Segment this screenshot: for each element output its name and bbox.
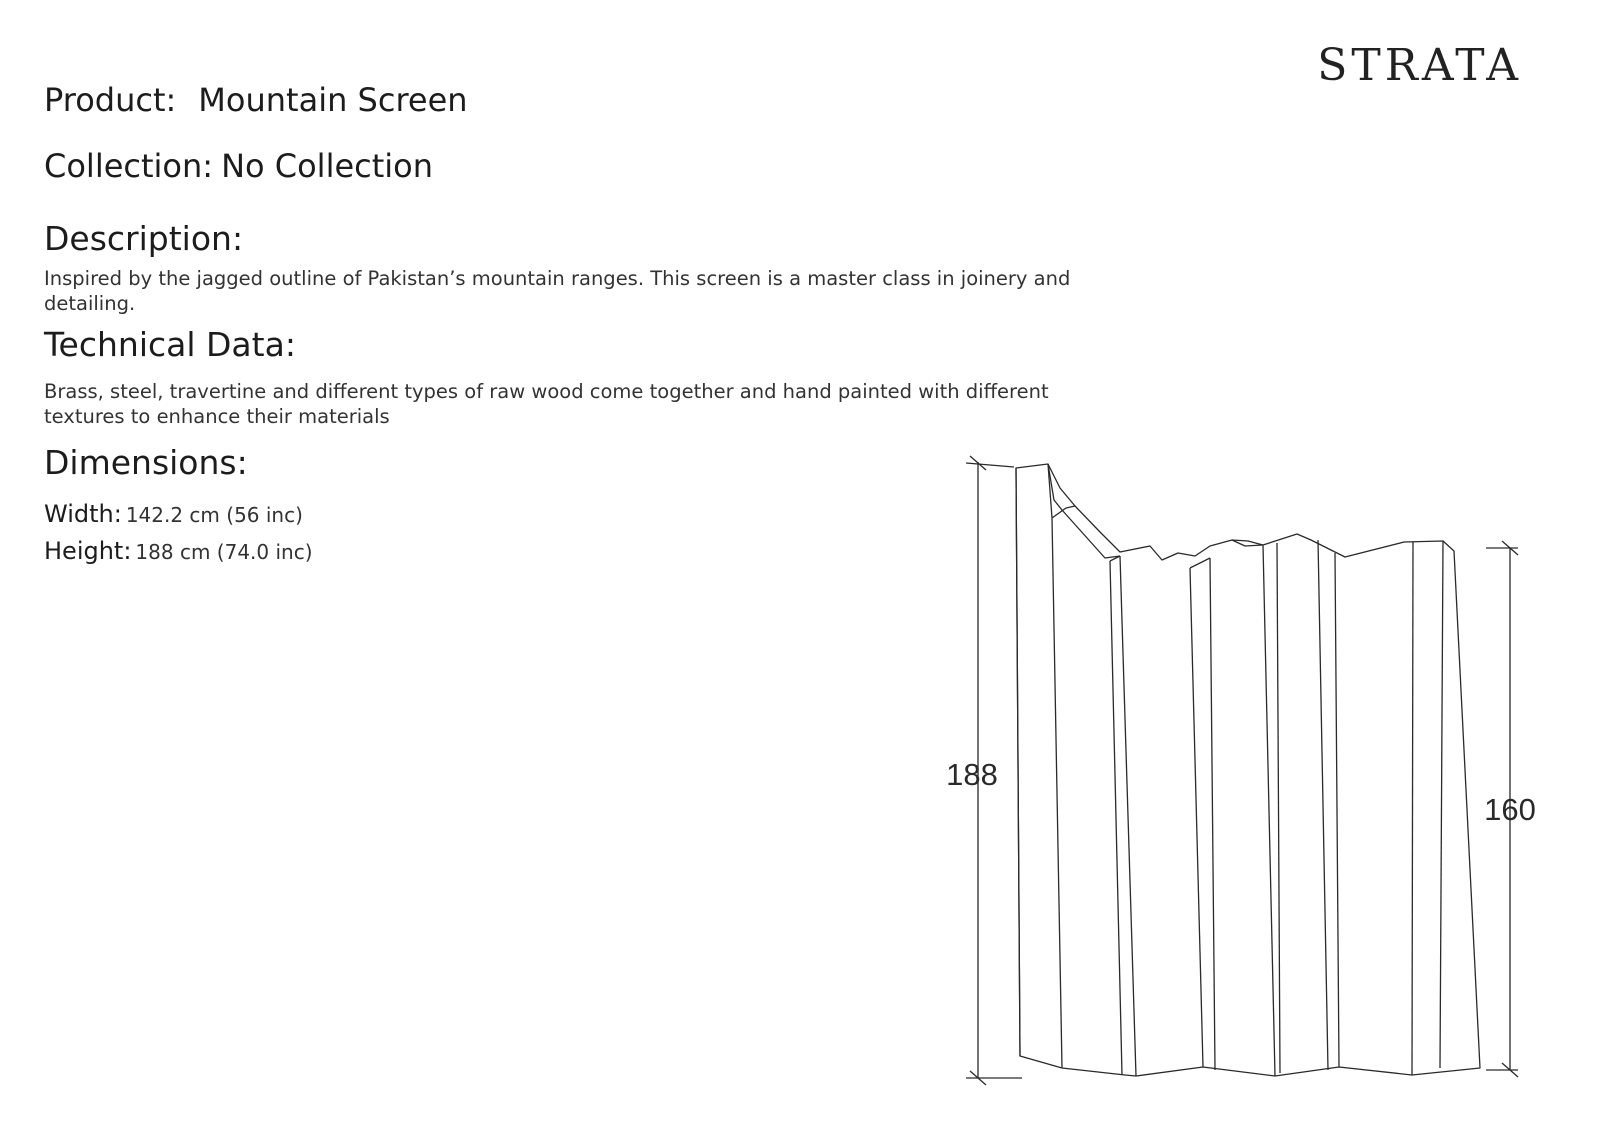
collection-name: No Collection (221, 147, 434, 185)
description-text: Inspired by the jagged outline of Pakistan’s mountain ranges. This screen is a master class in joinery and detailing. (44, 267, 1071, 315)
product-name: Mountain Screen (198, 81, 468, 119)
product-label: Product: (44, 81, 177, 119)
width-label: Width: (44, 500, 122, 528)
height-value: 188 cm (74.0 inc) (135, 540, 313, 564)
height-label: Height: (44, 537, 132, 565)
width-value: 142.2 cm (56 inc) (125, 503, 303, 527)
technical-text: Brass, steel, travertine and different types of raw wood come together and hand painted with different textures to enhance their materials (44, 380, 1049, 428)
technical-heading: Technical Data: (44, 325, 296, 364)
collection-label: Collection: (44, 147, 214, 185)
brand-logo: STRATA (1317, 40, 1522, 91)
dimensions-heading: Dimensions: (44, 443, 248, 482)
right-dimension-label: 160 (1484, 792, 1536, 827)
description-heading: Description: (44, 219, 244, 258)
left-dimension-label: 188 (946, 757, 998, 792)
screen-outline (1016, 464, 1480, 1076)
